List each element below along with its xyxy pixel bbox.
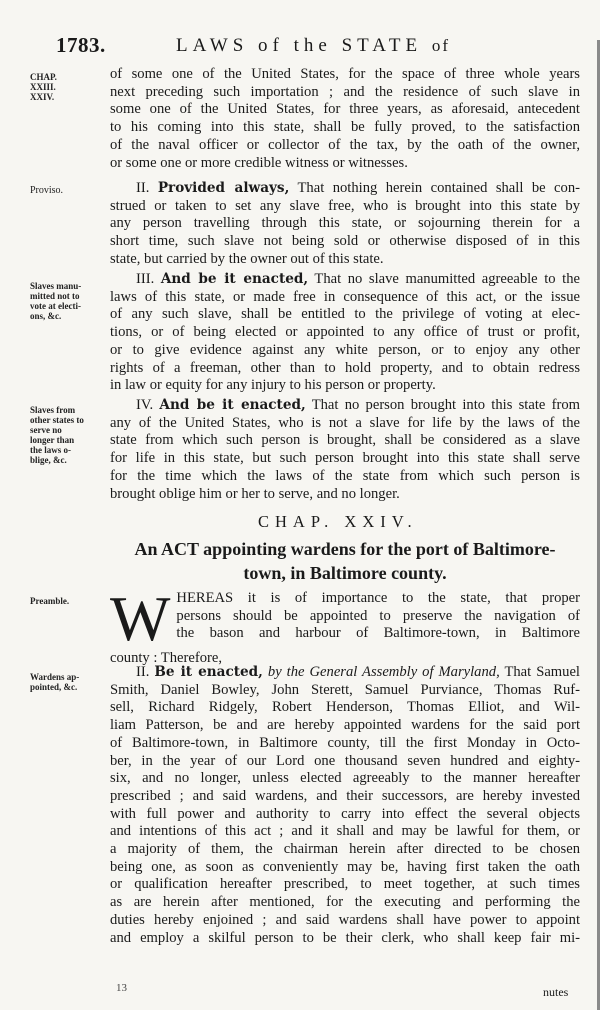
preamble: [110, 583, 580, 668]
text-fragment: That no person brought into this state from: [311, 397, 580, 413]
text-fragment: That nothing herein contained shall be con-: [297, 180, 580, 196]
margin-note-wardens: [30, 672, 114, 692]
text-line: state from which such person is brought, shall be considered as a slave: [110, 432, 580, 449]
text-line: brought oblige him or her to serve, and no longer.: [110, 485, 400, 502]
text-line: Smith, Daniel Bowley, John Sterett, Samuel Purviance, Thomas Ruf-: [110, 681, 580, 698]
text-line: six, and no longer, unless elected agreeably to the manner hereafter: [110, 770, 580, 787]
margin-line: Slaves from: [30, 405, 76, 415]
margin-line: XXIII.: [30, 82, 56, 92]
text-line: short time, such slave not being sold or otherwise disposed of in this: [110, 233, 580, 250]
margin-line: pointed, &c.: [30, 682, 78, 692]
chapter-heading: CHAP. XXIV.: [258, 512, 418, 531]
text-line: sell, Richard Ridgely, Robert Henderson, Thomas Elliot, and Wil-: [110, 699, 580, 716]
margin-note-chap: [30, 72, 114, 102]
margin-line: the laws o-: [30, 445, 71, 455]
text-line: for life in this state, but such person brought into this state shall serve: [110, 450, 580, 467]
text-line: some one of the United States, for three years, as aforesaid, antecedent: [110, 101, 580, 118]
margin-line: Slaves manu-: [30, 281, 82, 291]
text-line: [110, 664, 580, 682]
section-number: III.: [136, 271, 155, 287]
text-line: state, but carried by the owner out of this state.: [110, 250, 384, 267]
text-fragment: That no slave manumitted agreeable to the: [314, 271, 580, 287]
text-line: next preceding such importation ; and the residence of such slave in: [110, 83, 580, 100]
text-line: of Baltimore-town, in Baltimore county, till the first Monday in Octo-: [110, 734, 580, 751]
text-line: as are herein after mentioned, for the executing and performing the: [110, 894, 580, 911]
text-line: ber, in the year of our Lord one thousand seven hundred and eighty-: [110, 752, 580, 769]
text-line: rights of a freeman, other than to hold property, and to obtain redress: [110, 359, 580, 376]
text-line: [110, 180, 580, 198]
running-head-b: STATE: [341, 35, 423, 56]
page-year: 1783.: [56, 33, 106, 57]
text-line: laws of this state, or made free in consequence of this act, or the issue: [110, 288, 580, 305]
text-line: the bason and harbour of Baltimore-town, in Baltimore: [176, 625, 580, 642]
paragraph-continuation: [110, 66, 580, 172]
text-line: [110, 397, 580, 415]
text-line: of some one of the United States, for the space of three whole years: [110, 66, 580, 82]
section-lead: And be it enacted,: [159, 397, 306, 413]
running-head-c: of: [431, 36, 451, 55]
margin-line: serve no: [30, 425, 62, 435]
text-line: or some one or more credible witness or witnesses.: [110, 154, 408, 171]
section-number: IV.: [136, 397, 154, 413]
margin-line: ons, &c.: [30, 311, 62, 321]
text-line: tions, or of being elected or appointed to any office of trust or profit,: [110, 324, 580, 341]
text-line: a majority of them, the chairman herein after directed to be chosen: [110, 841, 580, 858]
section-iv: [110, 397, 580, 503]
text-line: in law or equity for any injury to his person or property.: [110, 377, 436, 394]
text-line: liam Patterson, be and are hereby appointed wardens for the said port: [110, 717, 580, 734]
text-line: or to give evidence against any white person, or to enjoy any other: [110, 341, 580, 358]
text-line: strued or taken to set any slave free, who is brought into this state by: [110, 197, 580, 214]
text-fragment: That Samuel: [504, 664, 580, 680]
running-head-a: LAWS of the: [176, 35, 332, 56]
margin-note-proviso: Proviso.: [30, 185, 64, 196]
text-line: being one, as soon as conveniently may be, having first taken the oath: [110, 858, 580, 875]
signature-mark: 13: [116, 982, 127, 994]
text-line: HEREAS it is of importance to the state, that proper: [176, 590, 580, 606]
drop-cap: W: [110, 583, 171, 654]
text-line: any person travelling through this state, or sojourning therein for a: [110, 215, 580, 232]
section-ii-proviso: [110, 180, 580, 269]
section-number: II.: [136, 180, 150, 196]
act-title: [110, 537, 580, 585]
margin-line: longer than: [30, 435, 75, 445]
running-head: [176, 35, 450, 57]
margin-note-slaves-manumitted: [30, 281, 114, 321]
text-line: duties hereby enjoined ; and said wardens shall have power to appoint: [110, 911, 580, 928]
text-line: county : Therefore,: [110, 650, 222, 666]
text-line: and employ a skilful person to be their clerk, who shall keep fair mi-: [110, 929, 580, 946]
text-line: of any such slave, shall be entitled to the privilege of voting at elec-: [110, 306, 580, 323]
section-lead: Be it enacted,: [154, 664, 263, 680]
margin-line: Wardens ap-: [30, 672, 80, 682]
italic-phrase: by the General Assembly of Maryland,: [267, 664, 500, 680]
margin-note-slaves-from: [30, 405, 114, 465]
section-lead: And be it enacted,: [160, 271, 309, 287]
margin-line: mitted not to: [30, 291, 80, 301]
catchword: nutes: [543, 985, 569, 999]
section-ii-wardens: [110, 664, 580, 947]
act-title-line: town, in Baltimore county.: [243, 563, 447, 583]
text-line: with full power and authority to carry into effect the several objects: [110, 805, 580, 822]
section-number: II.: [136, 664, 150, 680]
section-lead: Provided always,: [157, 180, 290, 196]
margin-note-preamble: Preamble.: [30, 596, 70, 606]
text-line: to his coming into this state, shall be fully proved, to the satisfaction: [110, 119, 580, 136]
section-iii: [110, 271, 580, 395]
act-title-line: An ACT appointing wardens for the port of Baltimore-: [134, 539, 556, 559]
text-line: and intentions of this act ; and it shall and may be lawful for them, or: [110, 823, 580, 840]
text-line: or qualification hereafter prescribed, to meet together, at such times: [110, 876, 580, 893]
margin-line: CHAP.: [30, 72, 57, 82]
text-line: any of the United States, who is not a slave for life by the laws of the: [110, 414, 580, 431]
margin-line: other states to: [30, 415, 84, 425]
text-line: prescribed ; and said wardens, and their successors, are hereby invested: [110, 787, 580, 804]
margin-line: vote at electi-: [30, 301, 81, 311]
margin-line: XXIV.: [30, 92, 55, 102]
margin-line: blige, &c.: [30, 455, 67, 465]
text-line: for the time which the laws of the state from which such person is: [110, 467, 580, 484]
text-line: of the naval officer or collector of the tax, by the oath of the owner,: [110, 136, 580, 153]
text-line: [110, 271, 580, 289]
text-line: persons should be appointed to preserve the navigation of: [176, 607, 580, 624]
